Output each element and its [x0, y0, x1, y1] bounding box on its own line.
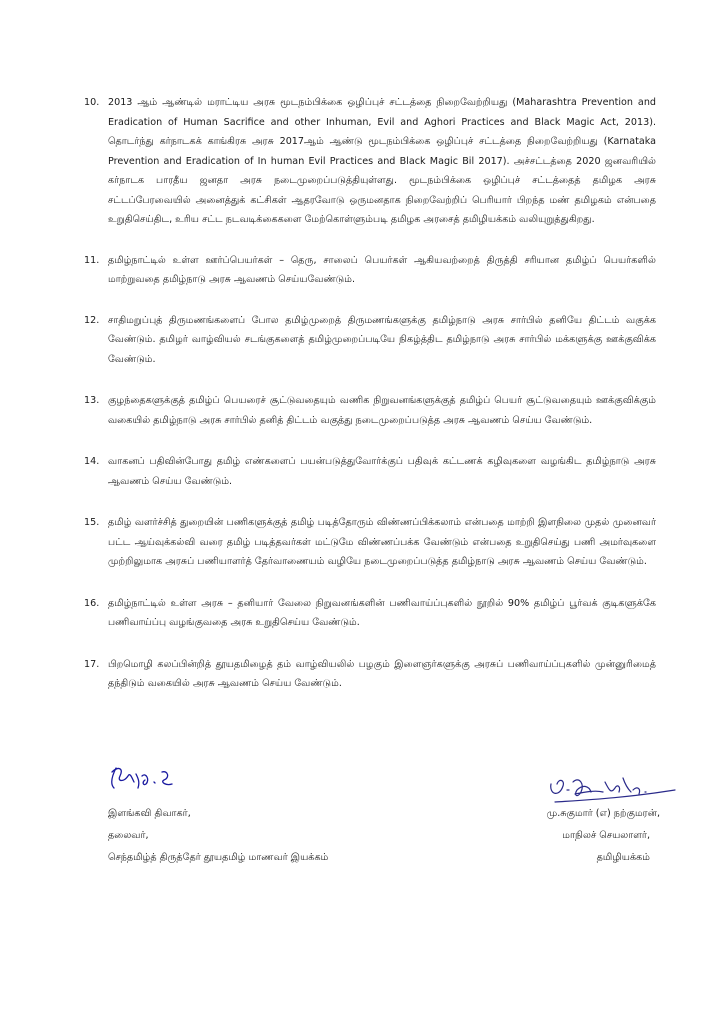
right-signatory-title: மாநிலச் செயலாளர், — [562, 830, 650, 841]
left-signatory-name: இளங்கவி திவாகர், — [108, 808, 191, 819]
item-text: சாதிமறுப்புத் திருமணங்களைப் போல தமிழ்முறைத் திருமணங்களுக்கு தமிழ்நாடு அரசு சார்பில் தனியே திட்டம் வகுக்க வேண்டும். தமிழர் வாழ்வியல் சடங்குகளைத் தமிழ்முறைப்படியே நிகழ்த்திட தமிழ்நாடு அரசு சார்பில் மக்களுக்கு ஊக்குவிக்க வேண்டும். — [108, 314, 656, 365]
left-signatory-block — [108, 803, 328, 869]
resolution-item-10 — [84, 93, 656, 230]
item-text: தமிழ்நாட்டில் உள்ள அரசு – தனியார் வேலை நிறுவனங்களின் பணிவாய்ப்புகளில் நூறில் 90% தமிழ்ப் பூர்வக் குடிகளுக்கே பணிவாய்ப்பு வழங்குவதை அரசு உறுதிசெய்ய வேண்டும். — [108, 597, 656, 628]
resolution-item-16 — [84, 594, 656, 633]
right-signatory-block — [510, 803, 660, 869]
item-number: 10. — [84, 97, 100, 108]
left-signatory-title: தலைவர், — [108, 830, 149, 841]
item-number: 16. — [84, 597, 100, 609]
item-number: 11. — [84, 254, 100, 266]
right-signatory-organization: தமிழியக்கம் — [596, 852, 650, 863]
item-number: 15. — [84, 517, 100, 528]
item-text: வாகனப் பதிவின்போது தமிழ் எண்களைப் பயன்படுத்துவோர்க்குப் பதிவுக் கட்டணக் கழிவுகளை வழங்கிட தமிழ்நாடு அரசு ஆவணம் செய்ய வேண்டும். — [108, 456, 656, 487]
item-number: 17. — [84, 658, 100, 670]
item-text: தமிழ்நாட்டில் உள்ள ஊர்ப்பெயர்கள் – தெரு, சாலைப் பெயர்கள் ஆகியவற்றைத் திருத்தி சரியான தமிழ்ப் பெயர்களில் மாற்றுவதை தமிழ்நாடு அரசு ஆவணம் செய்யவேண்டும். — [108, 254, 656, 285]
left-signatory-organization: செந்தமிழ்த் திருத்தேர் தூயதமிழ் மாணவர் இயக்கம் — [108, 852, 329, 863]
resolution-item-14 — [84, 452, 656, 491]
resolution-item-11 — [84, 251, 656, 290]
resolution-item-13 — [84, 391, 656, 430]
item-number: 13. — [84, 395, 100, 406]
item-number: 14. — [84, 456, 100, 467]
resolution-list — [84, 93, 656, 694]
resolution-item-17 — [84, 655, 656, 694]
resolution-item-12 — [84, 311, 656, 370]
resolution-item-15 — [84, 513, 656, 572]
item-text: 2013 ஆம் ஆண்டில் மராட்டிய அரசு மூடநம்பிக்கை ஒழிப்புச் சட்டத்தை நிறைவேற்றியது (Maharashtra Prevention and Eradication of Human Sacrifice and other Inhuman, Evil and Aghori Practices and Black Magic Act, 2013). தொடர்ந்து கர்நாடகக் காங்கிரசு அரசு 2017ஆம் ஆண்டு மூடநம்பிக்கை ஒழிப்புச் சட்டத்தை நிறைவேற்றியது (Karnataka Prevention and Eradication of In human Evil Practices and Black Magic Bil 2017). அச்சட்டத்தை 2020 ஜனவரியில் கர்நாடக பாரதீய ஜனதா அரசு நடைமுறைப்படுத்தியுள்ளது. மூடநம்பிக்கை ஒழிப்புச் சட்டத்தைத் தமிழக அரசு சட்டப்பேரவையில் அனைத்துக் கட்சிகள் ஆதரவோடு ஒருமனதாக நிறைவேற்றிப் பெரியார் பிறந்த மண் தமிழகம் என்பதை உறுதிசெய்திட, உரிய சட்ட நடவடிக்கைகளை மேற்கொள்ளும்படி தமிழக அரசைத் தமிழியக்கம் வலியுறுத்துகிறது. — [108, 97, 656, 225]
item-text: பிறமொழி கலப்பின்றித் தூயதமிழைத் தம் வாழ்வியலில் பழகும் இளைஞர்களுக்கு அரசுப் பணிவாய்ப்புகளில் முன்னுரிமைத் தந்திடும் வகையில் அரசு ஆவணம் செய்ய வேண்டும். — [108, 658, 656, 689]
item-text: தமிழ் வளர்ச்சித் துறையின் பணிகளுக்குத் தமிழ் படித்தோரும் விண்ணப்பிக்கலாம் என்பதை மாற்றி இளநிலை முதல் முனைவர் பட்ட ஆய்வுக்கல்வி வரை தமிழ் படித்தவர்கள் மட்டுமே விண்ணப்பக்க வேண்டும் என்பதை உறுதிசெய்து பணி அமர்வுகளை முற்றிலுமாக அரசுப் பணியாளர்த் தேர்வாணையம் வழியே நடைமுறைப்படுத்த தமிழ்நாடு அரசு ஆவணம் செய்ய வேண்டும். — [108, 517, 656, 567]
item-text: குழந்தைகளுக்குத் தமிழ்ப் பெயரைச் சூட்டுவதையும் வணிக நிறுவனங்களுக்குத் தமிழ்ப் பெயர் சூட்டுவதையும் ஊக்குவிக்கும் வகையில் தமிழ்நாடு அரசு சார்பில் தனித் திட்டம் வகுத்து நடைமுறைப்படுத்த அரசு ஆவணம் செய்ய வேண்டும். — [108, 395, 656, 426]
right-signatory-name: மு.சுகுமார் (எ) நற்குமரன், — [546, 808, 660, 819]
left-signature-scribble — [102, 758, 182, 798]
item-number: 12. — [84, 314, 100, 326]
